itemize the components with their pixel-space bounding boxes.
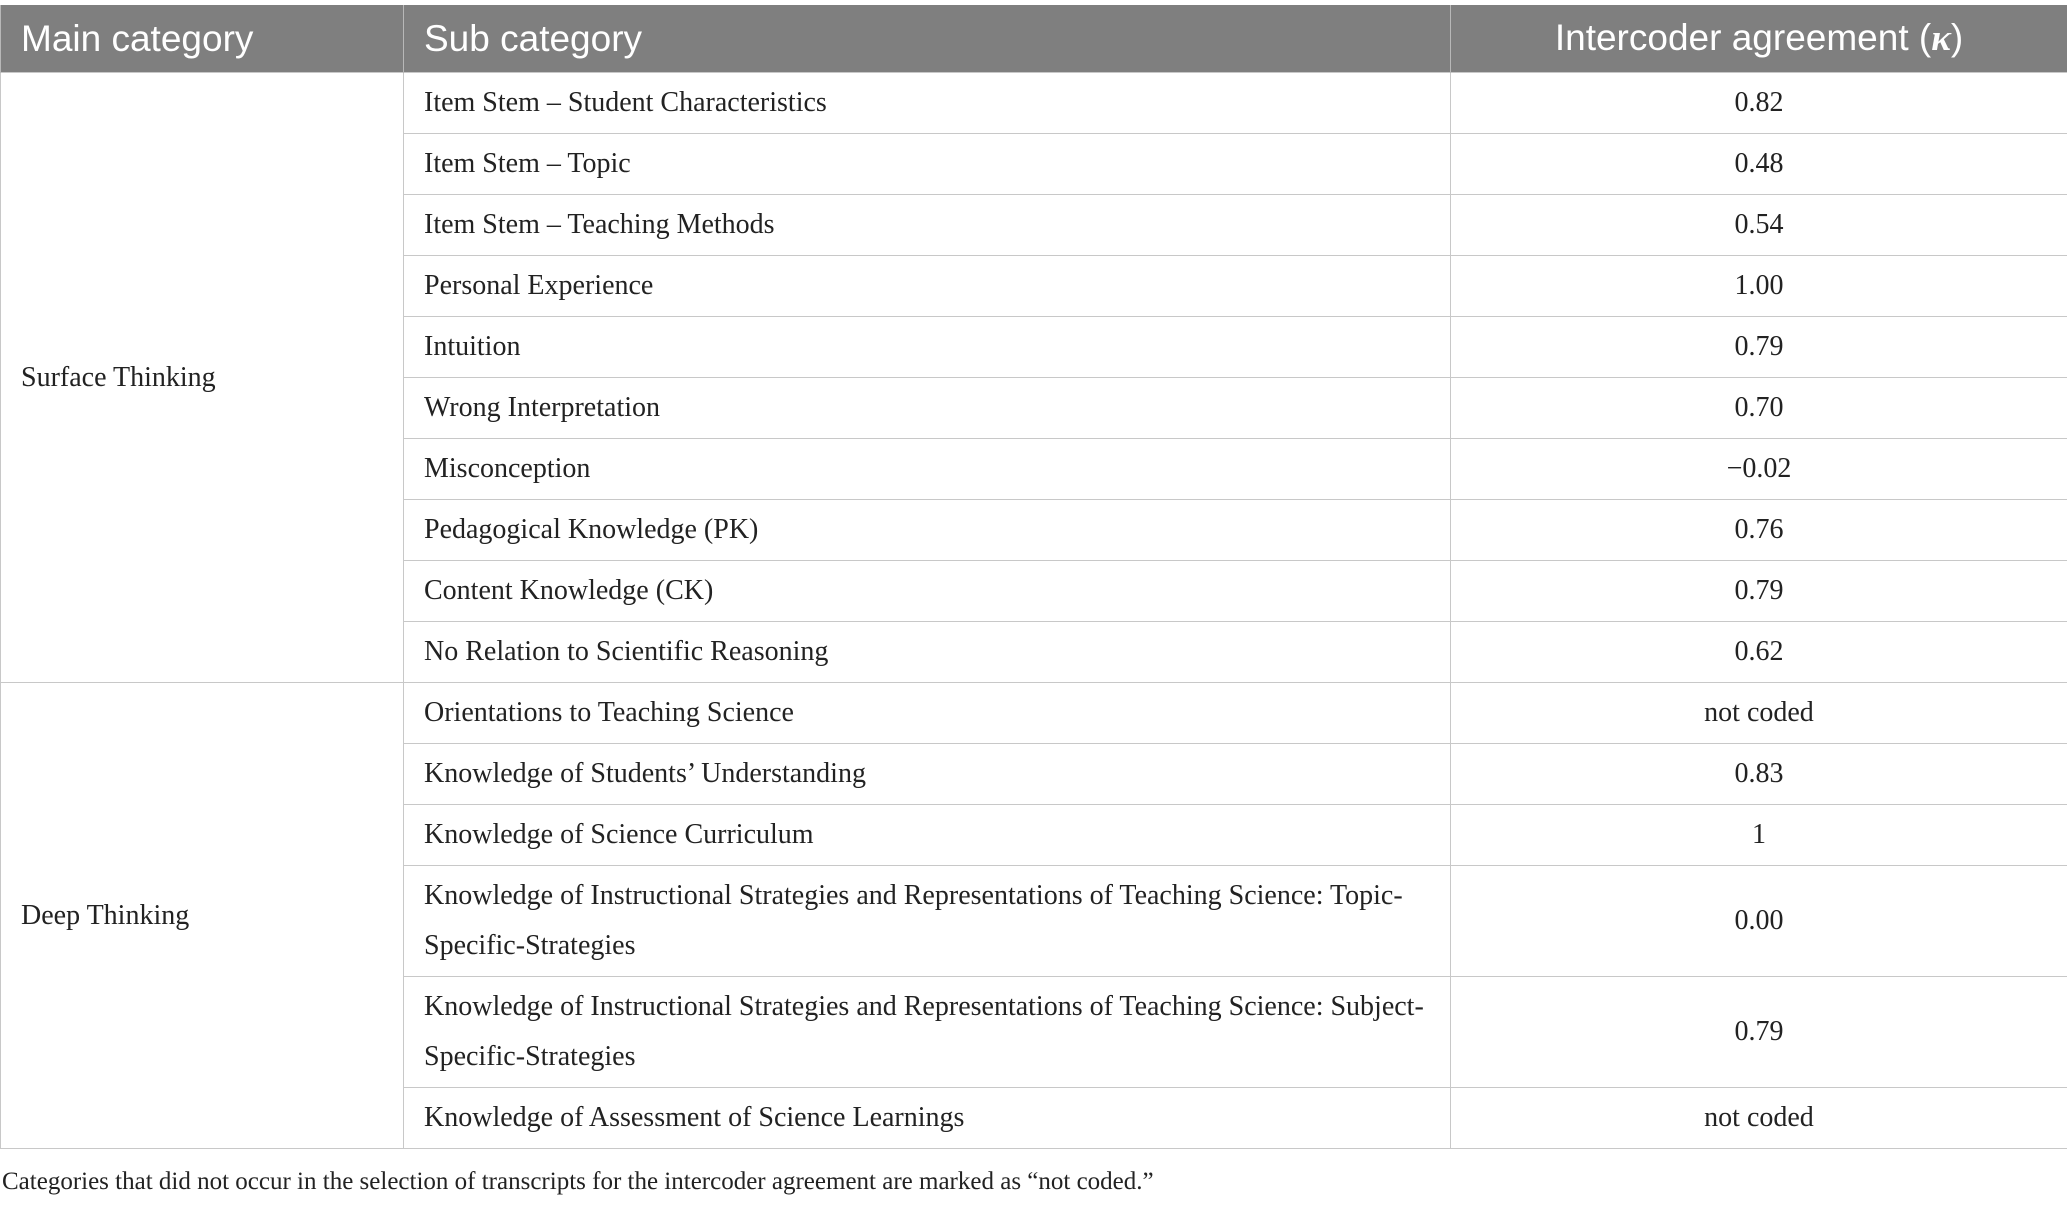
agreement-value: 1 [1451, 805, 2067, 866]
sub-category-cell: Orientations to Teaching Science [404, 683, 1451, 744]
sub-category-cell: Knowledge of Instructional Strategies and Representations of Teaching Science: Subject-Specific-Strategies [404, 977, 1451, 1088]
sub-category-cell: Knowledge of Assessment of Science Learnings [404, 1088, 1451, 1149]
sub-category-cell: Item Stem – Teaching Methods [404, 195, 1451, 256]
agreement-value: 0.62 [1451, 622, 2067, 683]
sub-category-header: Sub category [404, 5, 1451, 73]
agreement-value: 0.54 [1451, 195, 2067, 256]
agreement-value: 0.48 [1451, 134, 2067, 195]
agreement-value: not coded [1451, 683, 2067, 744]
main-category-header: Main category [1, 5, 404, 73]
agreement-value: 0.82 [1451, 73, 2067, 134]
agreement-value: 0.79 [1451, 977, 2067, 1088]
sub-category-cell: No Relation to Scientific Reasoning [404, 622, 1451, 683]
main-category-deep-thinking: Deep Thinking [1, 683, 404, 1149]
agreement-value: not coded [1451, 1088, 2067, 1149]
table-footnote: Categories that did not occur in the selection of transcripts for the intercoder agreement are marked as “not coded.” [2, 1168, 1154, 1195]
sub-category-cell: Wrong Interpretation [404, 378, 1451, 439]
table-row [1, 683, 2067, 744]
sub-category-cell: Knowledge of Science Curriculum [404, 805, 1451, 866]
agreement-value: 0.70 [1451, 378, 2067, 439]
sub-category-cell: Intuition [404, 317, 1451, 378]
sub-category-cell: Personal Experience [404, 256, 1451, 317]
sub-category-cell: Misconception [404, 439, 1451, 500]
sub-category-cell: Pedagogical Knowledge (PK) [404, 500, 1451, 561]
table-row [1, 73, 2067, 134]
sub-category-cell: Content Knowledge (CK) [404, 561, 1451, 622]
intercoder-agreement-table [0, 5, 2067, 1149]
sub-category-cell: Item Stem – Topic [404, 134, 1451, 195]
agreement-value: 0.79 [1451, 317, 2067, 378]
sub-category-cell: Knowledge of Students’ Understanding [404, 744, 1451, 805]
header-row [1, 5, 2067, 73]
main-category-surface-thinking: Surface Thinking [1, 73, 404, 683]
agreement-value: 0.79 [1451, 561, 2067, 622]
agreement-value: −0.02 [1451, 439, 2067, 500]
intercoder-agreement-header [1451, 5, 2067, 73]
sub-category-cell: Item Stem – Student Characteristics [404, 73, 1451, 134]
agreement-header-close: ) [1950, 17, 1964, 58]
agreement-value: 1.00 [1451, 256, 2067, 317]
kappa-symbol: κ [1931, 18, 1951, 59]
agreement-value: 0.00 [1451, 866, 2067, 977]
agreement-value: 0.76 [1451, 500, 2067, 561]
agreement-value: 0.83 [1451, 744, 2067, 805]
sub-category-cell: Knowledge of Instructional Strategies and Representations of Teaching Science: Topic-Specific-Strategies [404, 866, 1451, 977]
agreement-header-label: Intercoder agreement ( [1554, 17, 1932, 58]
